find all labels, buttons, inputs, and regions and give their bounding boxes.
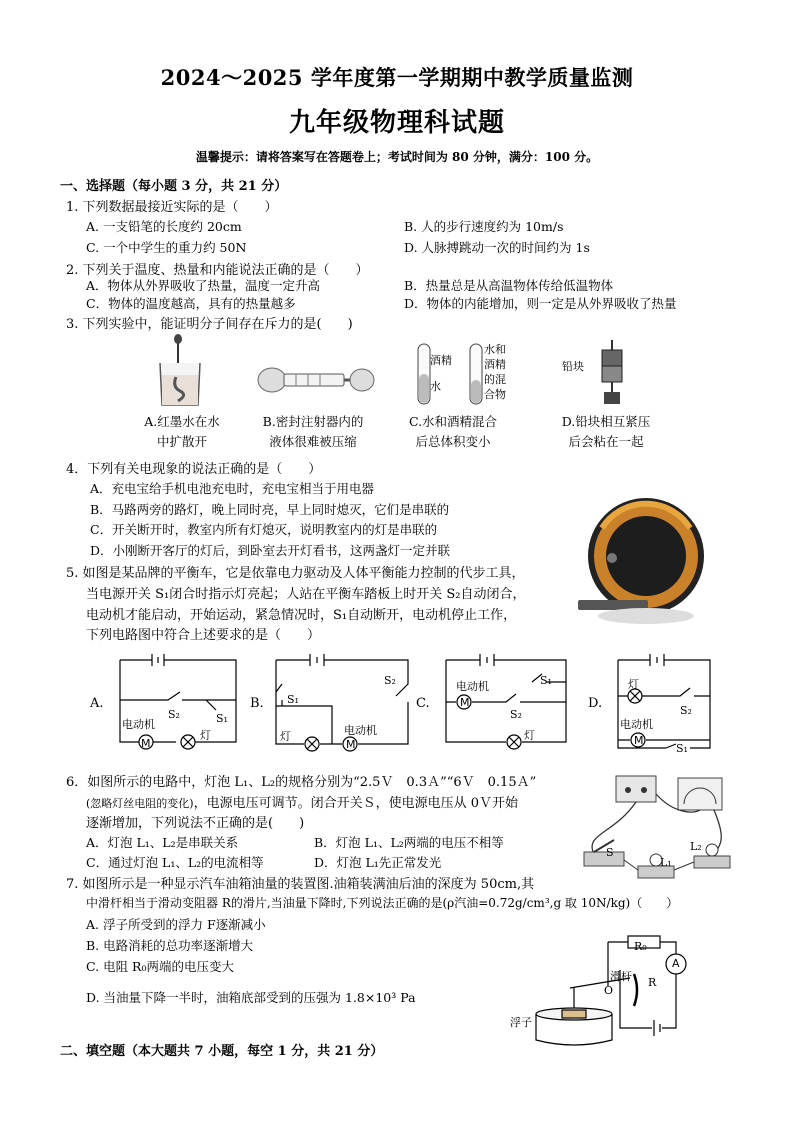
- test-tubes-figure: [414, 340, 494, 412]
- q6-l2-label: L₂: [690, 840, 702, 853]
- q1-stem: 1. 下列数据最接近实际的是（ ）: [66, 200, 278, 215]
- q6-circuit-figure: [574, 774, 744, 884]
- section-2-heading: 二、填空题（本大题共 7 小题，每空 1 分，共 21 分）: [60, 1044, 384, 1059]
- q6-option-a: A．灯泡 L₁、L₂是串联关系: [86, 835, 239, 850]
- circuit-b-lamp-label: 灯: [280, 730, 291, 743]
- q6-option-b: B．灯泡 L₁、L₂两端的电压不相等: [314, 835, 504, 850]
- q7-option-d: D. 当油量下降一半时，油箱底部受到的压强为 1.8×10³ Pa: [86, 990, 416, 1005]
- circuit-d-motor-symbol: M: [634, 734, 644, 747]
- circuit-a-s2: S₂: [168, 708, 180, 721]
- exam-tip: [0, 148, 794, 165]
- syringe-figure: [256, 362, 376, 398]
- q6-line-1: 6．如图所示的电路中，灯泡 L₁、L₂的规格分别为“2.5Ｖ 0.3Ａ”“6Ｖ 0.15Ａ”: [66, 775, 537, 790]
- tip-label: 温馨提示：: [195, 150, 256, 164]
- q7-slider-label: 滑杆: [610, 970, 632, 983]
- circuit-a-lamp-label: 灯: [200, 729, 211, 742]
- tip-text: 请将答案写在答题卷上；考试时间为 80 分钟，满分：100 分。: [255, 150, 599, 164]
- q1-option-a: A. 一支铅笔的长度约 20cm: [86, 219, 242, 234]
- circuit-d-diagram: [614, 652, 714, 756]
- q1-option-d: D. 人脉搏跳动一次的时间约为 1s: [404, 240, 590, 255]
- circuit-b-s2: S₂: [384, 674, 396, 687]
- q4-option-c: C．开关断开时，教室内所有灯熄灭，说明教室内的灯是串联的: [90, 522, 438, 537]
- q7-r0-label: R₀: [634, 940, 647, 953]
- balance-car-image: [578, 488, 698, 633]
- circuit-d-motor-label: 电动机: [620, 718, 653, 731]
- q7-pivot-label: O: [604, 984, 614, 997]
- label-mixture: 水和 酒精 的混 合物: [484, 343, 506, 401]
- circuit-c-s2: S₂: [510, 708, 522, 721]
- circuit-a-motor-symbol: M: [141, 737, 151, 750]
- circuit-a-s1: S₁: [216, 712, 228, 725]
- q4-option-a: A．充电宝给手机电池充电时，充电宝相当于用电器: [90, 481, 375, 496]
- q4-stem: 4．下列有关电现象的说法正确的是（ ）: [66, 462, 322, 477]
- exam-title: 2024～2025 学年度第一学期期中教学质量监测: [160, 65, 634, 90]
- circuit-d-label: D.: [588, 696, 603, 711]
- q6-l1-label: L₁: [660, 856, 672, 869]
- label-alcohol: 酒精: [430, 354, 452, 367]
- q1-option-b: B. 人的步行速度约为 10m/s: [404, 219, 564, 234]
- circuit-c-s1: S₁: [540, 674, 552, 687]
- lead-blocks-figure: [592, 340, 632, 410]
- q5-line-4: 下列电路图中符合上述要求的是（ ）: [86, 628, 321, 643]
- q7-option-c: C. 电阻 R₀两端的电压变大: [86, 959, 234, 974]
- beaker-diffusion-figure: [150, 335, 210, 410]
- q5-line-2: 当电源开关 S₁闭合时指示灯亮起；人站在平衡车踏板上时开关 S₂自动闭合，: [86, 587, 526, 602]
- q2-option-a: A．物体从外界吸收了热量，温度一定升高: [86, 278, 321, 293]
- exam-subtitle: 九年级物理科试题: [288, 108, 505, 138]
- q6-option-c: C．通过灯泡 L₁、L₂的电流相等: [86, 855, 264, 870]
- q3-caption-d: D.铅块相互紧压 后会粘在一起: [561, 414, 651, 449]
- circuit-c-label: C.: [416, 696, 430, 711]
- circuit-d-s1: S₁: [676, 742, 688, 755]
- label-water: 水: [430, 380, 441, 393]
- circuit-b-motor-label: 电动机: [344, 724, 377, 737]
- q7-r-label: R: [648, 976, 657, 989]
- q7-option-a: A. 浮子所受到的浮力 F逐渐减小: [86, 917, 266, 932]
- circuit-d-s2: S₂: [680, 704, 692, 717]
- circuit-d-lamp-label: 灯: [628, 678, 639, 691]
- q7-ammeter-label: A: [672, 957, 680, 970]
- q6-line-3: 逐渐增加，下列说法不正确的是( ): [86, 816, 305, 831]
- q2-option-d: D．物体的内能增加，则一定是从外界吸收了热量: [404, 296, 677, 311]
- q7-option-b: B. 电路消耗的总功率逐渐增大: [86, 938, 254, 953]
- circuit-a-diagram: [116, 652, 240, 756]
- label-lead: 铅块: [562, 360, 584, 373]
- q3-caption-a: A.红墨水在水 中扩散开: [144, 414, 220, 449]
- q3-stem: 3. 下列实验中，能证明分子间存在斥力的是( ): [66, 317, 353, 332]
- q4-option-d: D．小刚断开客厅的灯后，到卧室去开灯看书，这两盏灯一定并联: [90, 543, 451, 558]
- section-1-heading: 一、选择题（每小题 3 分，共 21 分）: [60, 179, 288, 194]
- circuit-a-motor-label: 电动机: [122, 718, 155, 731]
- circuit-b-s1: S₁: [287, 693, 299, 706]
- q4-option-b: B．马路两旁的路灯，晚上同时亮，早上同时熄灭，它们是串联的: [90, 502, 450, 517]
- q6-line-2: (忽略灯丝电阻的变化)，电源电压可调节。闭合开关Ｓ，使电源电压从 0Ｖ开始: [86, 796, 518, 811]
- q6-option-d: D．灯泡 L₁先正常发光: [314, 855, 442, 870]
- circuit-c-lamp-label: 灯: [524, 729, 535, 742]
- circuit-c-motor-label: 电动机: [456, 680, 489, 693]
- q2-option-c: C．物体的温度越高，具有的热量越多: [86, 296, 296, 311]
- q7-float-label: 浮子: [510, 1016, 532, 1029]
- q2-stem: 2. 下列关于温度、热量和内能说法正确的是（ ）: [66, 263, 369, 278]
- circuit-a-label: A.: [90, 696, 104, 711]
- q3-caption-b: B.密封注射器内的 液体很难被压缩: [262, 414, 364, 449]
- circuit-c-motor-symbol: M: [460, 696, 470, 709]
- q7-line-2: 中滑杆相当于滑动变阻器 R的滑片,当油量下降时,下列说法正确的是(ρ汽油=0.72g/cm³,g 取 10N/kg)（ ）: [86, 896, 679, 910]
- q3-caption-c: C.水和酒精混合 后总体积变小: [408, 414, 498, 449]
- q1-option-c: C. 一个中学生的重力约 50N: [86, 240, 247, 255]
- q2-option-b: B．热量总是从高温物体传给低温物体: [404, 278, 614, 293]
- q5-line-3: 电动机才能启动，开始运动，紧急情况时，S₁自动断开，电动机停止工作，: [86, 608, 517, 623]
- q7-line-1: 7. 如图所示是一种显示汽车油箱油量的装置图.油箱装满油后油的深度为 50cm,其: [66, 877, 535, 892]
- circuit-b-motor-symbol: M: [346, 738, 356, 751]
- q5-line-1: 5. 如图是某品牌的平衡车，它是依靠电力驱动及人体平衡能力控制的代步工具，: [66, 566, 525, 581]
- q6-switch-label: S: [606, 846, 614, 859]
- circuit-b-label: B.: [250, 696, 264, 711]
